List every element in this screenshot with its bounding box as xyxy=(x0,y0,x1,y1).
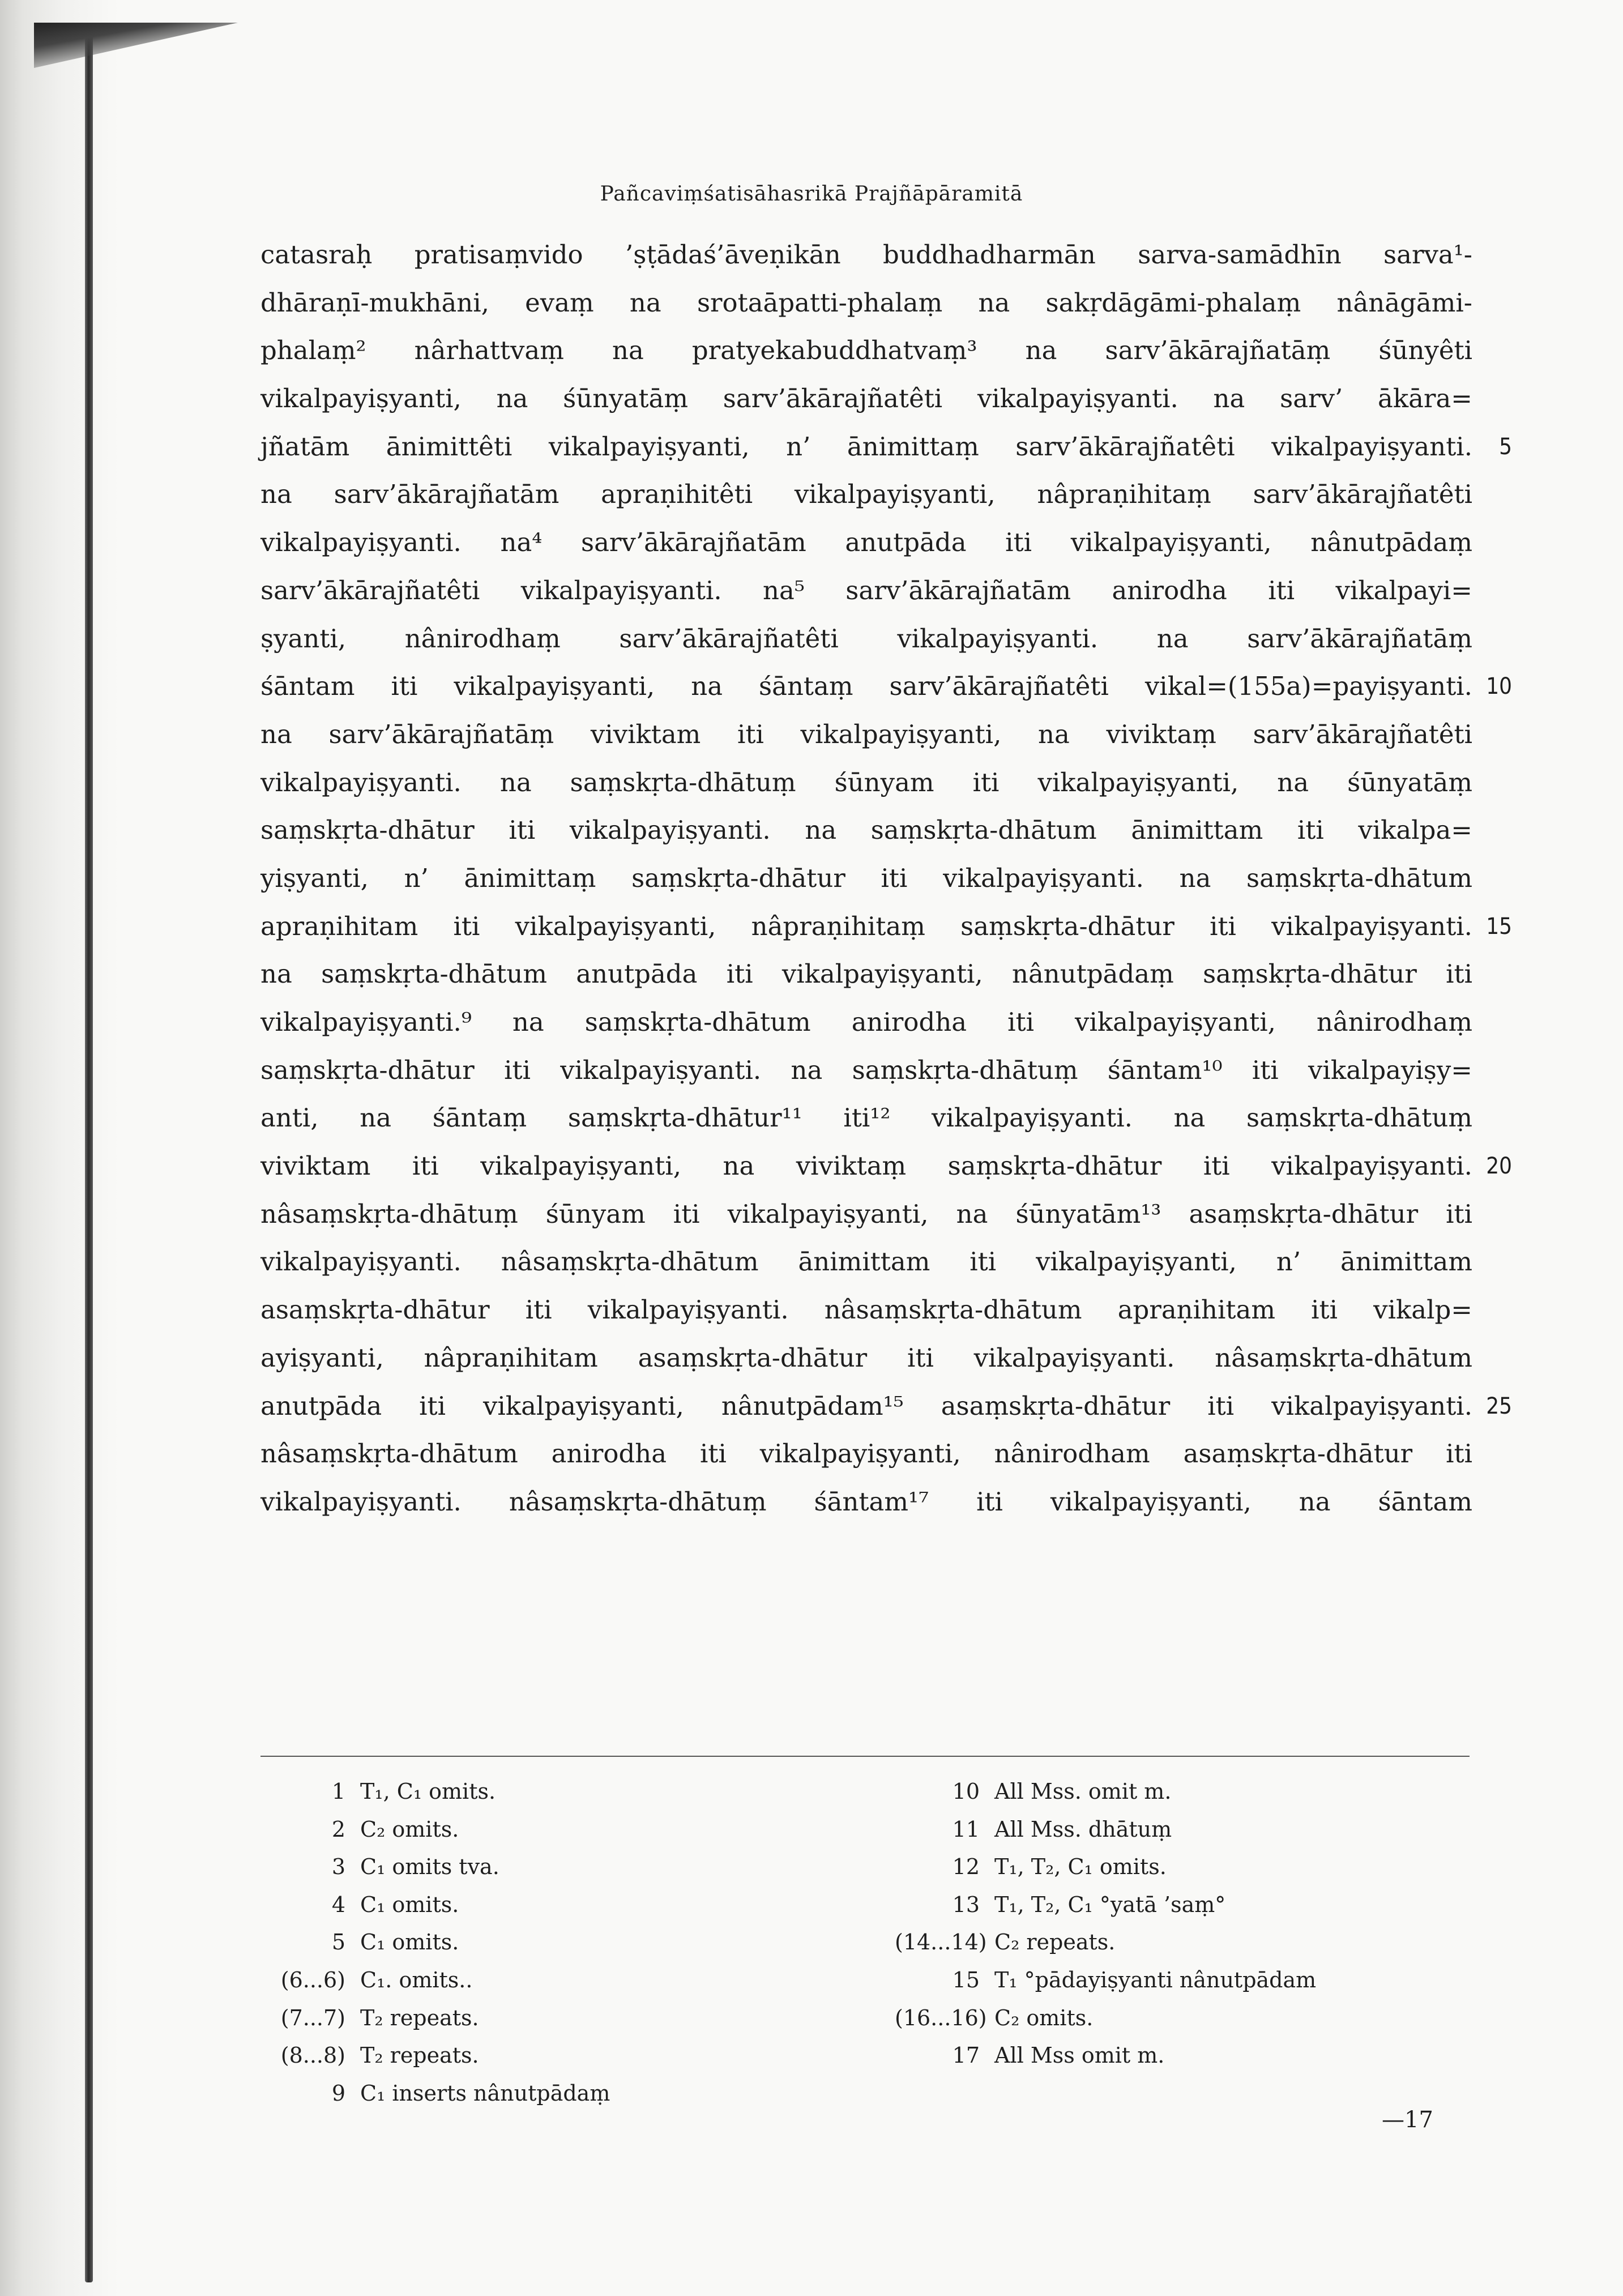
footnote xyxy=(260,1848,827,1886)
footnote-number: 3 xyxy=(331,1854,345,1880)
line-text: vikalpayiṣyanti. na saṃskṛta-dhātuṃ śūnyam iti vikalpayiṣyanti, na śūnyatāṃ xyxy=(260,767,1472,797)
footnote-number: 9 xyxy=(331,2080,345,2106)
page-number: —17 xyxy=(1382,2107,1433,2133)
line-text: vikalpayiṣyanti. nâsaṃskṛta-dhātuṃ śāntam¹⁷ iti vikalpayiṣyanti, na śāntam xyxy=(260,1486,1472,1517)
footnote xyxy=(895,1999,1461,2037)
footnote xyxy=(895,1923,1461,1961)
footnote xyxy=(260,1811,827,1849)
footnote xyxy=(895,2037,1461,2075)
footnote-text: T₂ repeats. xyxy=(360,2005,479,2030)
footnotes-left-column xyxy=(260,1773,827,2112)
text-line xyxy=(260,1047,1472,1095)
text-line xyxy=(260,1334,1472,1382)
text-line xyxy=(260,471,1472,519)
line-text: śāntam iti vikalpayiṣyanti, na śāntaṃ sarv’ākārajñatêti vikal=(155a)=payiṣyanti. xyxy=(260,671,1472,702)
binding-edge xyxy=(85,23,93,2282)
line-text: saṃskṛta-dhātur iti vikalpayiṣyanti. na saṃskṛta-dhātum ānimittam iti vikalpa= xyxy=(260,815,1472,846)
footnote-text: All Mss. omit m. xyxy=(994,1779,1172,1804)
footnote-number: 1 xyxy=(331,1779,345,1804)
text-line xyxy=(260,1478,1472,1526)
footnote-text: All Mss. dhātuṃ xyxy=(994,1816,1172,1842)
footnote-number: 13 xyxy=(952,1892,980,1917)
text-line xyxy=(260,231,1472,279)
text-line xyxy=(260,1238,1472,1286)
text-line xyxy=(260,855,1472,903)
footnote-number: 4 xyxy=(331,1892,345,1917)
text-line xyxy=(260,759,1472,807)
footnote xyxy=(895,1773,1461,1811)
footnote xyxy=(895,1886,1461,1924)
footnote-text: T₂ repeats. xyxy=(360,2043,479,2068)
footnote xyxy=(260,1773,827,1811)
text-line xyxy=(260,1094,1472,1142)
text-line xyxy=(260,1430,1472,1478)
footnote-text: C₁ omits. xyxy=(360,1930,459,1955)
line-text: na sarv’ākārajñatām apraṇihitêti vikalpayiṣyanti, nâpraṇihitaṃ sarv’ākārajñatêti xyxy=(260,479,1472,510)
footnote-number: 17 xyxy=(952,2043,980,2068)
text-line xyxy=(260,1190,1472,1239)
line-text: jñatām ānimittêti vikalpayiṣyanti, n’ ānimittaṃ sarv’ākārajñatêti vikalpayiṣyanti. xyxy=(260,431,1472,462)
line-number: 25 xyxy=(1486,1393,1512,1419)
text-line xyxy=(260,615,1472,663)
footnotes-right-column xyxy=(895,1773,1461,2075)
footnote-text: C₂ repeats. xyxy=(994,1930,1116,1955)
line-text: na saṃskṛta-dhātum anutpāda iti vikalpayiṣyanti, nânutpādaṃ saṃskṛta-dhātur iti xyxy=(260,959,1472,989)
footnote-text: C₂ omits. xyxy=(360,1816,459,1842)
text-line xyxy=(260,567,1472,615)
footnote-text: C₁ omits. xyxy=(360,1892,459,1917)
text-line xyxy=(260,711,1472,759)
text-line xyxy=(260,327,1472,375)
footnote-number: (8...8) xyxy=(280,2043,345,2068)
footnote-text: T₁, T₂, C₁ °yatā ’saṃ° xyxy=(994,1892,1226,1917)
text-line xyxy=(260,950,1472,998)
text-line xyxy=(260,1286,1472,1334)
footnote-number: (6...6) xyxy=(280,1967,345,1992)
line-number: 5 xyxy=(1499,433,1512,460)
footnote-text: T₁, T₂, C₁ omits. xyxy=(994,1854,1167,1880)
footnote-number: 15 xyxy=(952,1967,980,1992)
line-text: catasraḥ pratisaṃvido ’ṣṭādaś’āveṇikān buddhadharmān sarva-samādhīn sarva¹- xyxy=(260,240,1472,270)
running-head: Pañcaviṃśatisāhasrikā Prajñāpāramitā xyxy=(600,182,1023,206)
line-text: phalaṃ² nârhattvaṃ na pratyekabuddhatvaṃ³ na sarv’ākārajñatāṃ śūnyêti xyxy=(260,335,1472,366)
footnote-rule xyxy=(260,1756,1470,1757)
footnote xyxy=(260,1886,827,1924)
line-text: na sarv’ākārajñatāṃ viviktam iti vikalpayiṣyanti, na viviktaṃ sarv’ākārajñatêti xyxy=(260,719,1472,749)
footnote-number: (16...16) xyxy=(895,2005,987,2030)
line-text: vikalpayiṣyanti. na⁴ sarv’ākārajñatām anutpāda iti vikalpayiṣyanti, nânutpādaṃ xyxy=(260,527,1472,558)
footnote-text: All Mss omit m. xyxy=(994,2043,1165,2068)
footnote-number: 5 xyxy=(331,1930,345,1955)
text-line xyxy=(260,998,1472,1047)
footnote-text: C₁ inserts nânutpādaṃ xyxy=(360,2080,610,2106)
line-text: apraṇihitam iti vikalpayiṣyanti, nâpraṇihitaṃ saṃskṛta-dhātur iti vikalpayiṣyanti. xyxy=(260,911,1472,941)
footnote xyxy=(895,1811,1461,1849)
line-text: dhāraṇī-mukhāni, evaṃ na srotaāpatti-phalaṃ na sakṛdāgāmi-phalaṃ nânāgāmi- xyxy=(260,287,1472,318)
footnote xyxy=(260,1961,827,1999)
footnote-number: (14...14) xyxy=(895,1930,987,1955)
footnote-text: C₂ omits. xyxy=(994,2005,1094,2030)
line-text: ṣyanti, nânirodhaṃ sarv’ākārajñatêti vikalpayiṣyanti. na sarv’ākārajñatāṃ xyxy=(260,623,1472,654)
footnote-number: 11 xyxy=(952,1816,980,1842)
footnote xyxy=(260,1923,827,1961)
text-line xyxy=(260,375,1472,423)
footnote xyxy=(260,1999,827,2037)
text-line xyxy=(260,279,1472,327)
footnote xyxy=(260,2037,827,2075)
line-text: vikalpayiṣyanti. nâsaṃskṛta-dhātum ānimittam iti vikalpayiṣyanti, n’ ānimittam xyxy=(260,1247,1472,1277)
page-corner-shadow xyxy=(34,23,238,68)
text-line xyxy=(260,423,1512,471)
line-text: nâsaṃskṛta-dhātuṃ śūnyam iti vikalpayiṣyanti, na śūnyatām¹³ asaṃskṛta-dhātur iti xyxy=(260,1198,1472,1229)
line-text: ayiṣyanti, nâpraṇihitam asaṃskṛta-dhātur iti vikalpayiṣyanti. nâsaṃskṛta-dhātum xyxy=(260,1342,1472,1373)
line-text: saṃskṛta-dhātur iti vikalpayiṣyanti. na saṃskṛta-dhātuṃ śāntam¹⁰ iti vikalpayiṣy= xyxy=(260,1055,1472,1085)
footnote-number: 10 xyxy=(952,1779,980,1804)
text-line xyxy=(260,663,1512,711)
line-text: asaṃskṛta-dhātur iti vikalpayiṣyanti. nâsaṃskṛta-dhātum apraṇihitam iti vikalp= xyxy=(260,1295,1472,1325)
text-line xyxy=(260,1382,1512,1431)
line-text: anti, na śāntaṃ saṃskṛta-dhātur¹¹ iti¹² vikalpayiṣyanti. na saṃskṛta-dhātuṃ xyxy=(260,1103,1472,1133)
footnote xyxy=(895,1848,1461,1886)
footnote-number: 2 xyxy=(331,1816,345,1842)
footnote xyxy=(895,1961,1461,1999)
line-number: 20 xyxy=(1486,1153,1512,1180)
line-text: vikalpayiṣyanti, na śūnyatāṃ sarv’ākārajñatêti vikalpayiṣyanti. na sarv’ ākāra= xyxy=(260,383,1472,414)
body-text xyxy=(260,231,1512,1526)
line-number: 15 xyxy=(1486,913,1512,940)
text-line xyxy=(260,519,1472,567)
footnote-text: C₁. omits.. xyxy=(360,1967,473,1992)
line-text: viviktam iti vikalpayiṣyanti, na viviktaṃ saṃskṛta-dhātur iti vikalpayiṣyanti. xyxy=(260,1151,1472,1181)
line-text: yiṣyanti, n’ ānimittaṃ saṃskṛta-dhātur iti vikalpayiṣyanti. na saṃskṛta-dhātum xyxy=(260,863,1472,893)
footnote-number: (7...7) xyxy=(280,2005,345,2030)
line-text: sarv’ākārajñatêti vikalpayiṣyanti. na⁵ sarv’ākārajñatām anirodha iti vikalpayi= xyxy=(260,575,1472,605)
line-text: vikalpayiṣyanti.⁹ na saṃskṛta-dhātum anirodha iti vikalpayiṣyanti, nânirodhaṃ xyxy=(260,1007,1472,1037)
line-text: nâsaṃskṛta-dhātum anirodha iti vikalpayiṣyanti, nânirodham asaṃskṛta-dhātur iti xyxy=(260,1439,1472,1469)
footnote-text: T₁, C₁ omits. xyxy=(360,1779,496,1804)
text-line xyxy=(260,903,1512,951)
binding-shadow xyxy=(0,0,119,2296)
footnote-number: 12 xyxy=(952,1854,980,1880)
footnote xyxy=(260,2075,827,2113)
text-line xyxy=(260,1142,1512,1190)
footnote-text: T₁ °pādayiṣyanti nânutpādam xyxy=(994,1967,1317,1992)
line-text: anutpāda iti vikalpayiṣyanti, nânutpādam¹⁵ asaṃskṛta-dhātur iti vikalpayiṣyanti. xyxy=(260,1390,1472,1421)
line-number: 10 xyxy=(1486,673,1512,700)
footnote-text: C₁ omits tva. xyxy=(360,1854,499,1880)
text-line xyxy=(260,806,1472,855)
